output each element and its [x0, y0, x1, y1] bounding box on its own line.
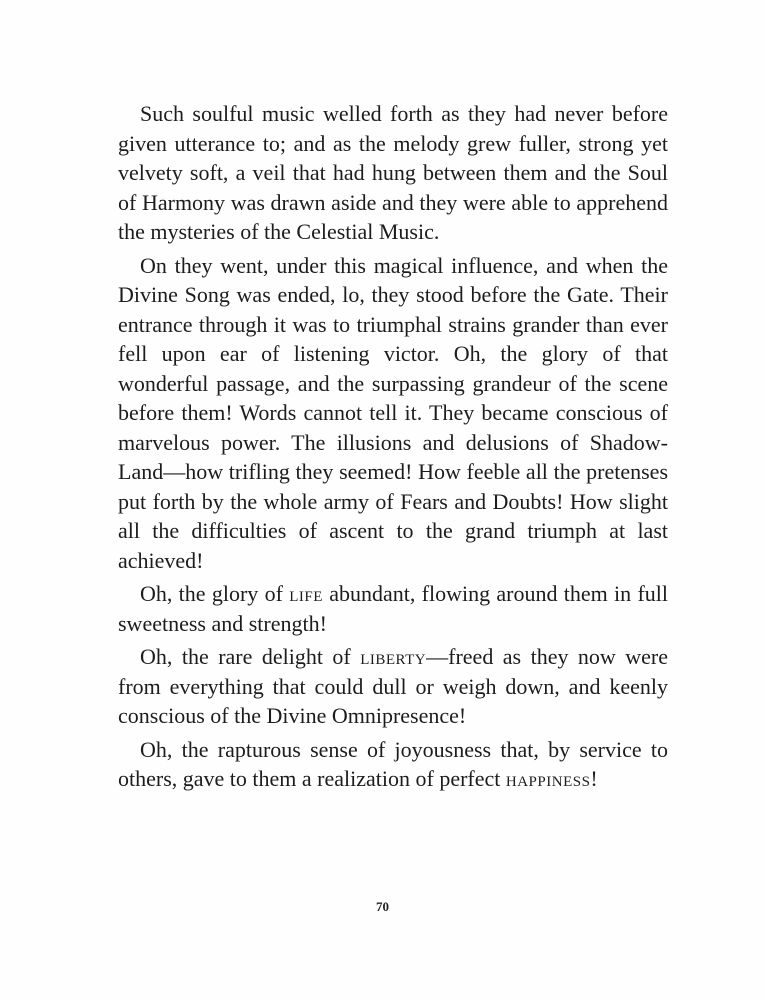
paragraph-liberty-before: Oh, the rare delight of: [140, 644, 361, 669]
paragraph-liberty-emphasis: liberty: [360, 644, 427, 669]
page-number: 70: [376, 899, 389, 914]
paragraph-liberty-after: —freed as they now were from everything that could dull or weigh down, and keenly conscious of the Divine Omnipresence!: [118, 644, 669, 728]
paragraph-life: [118, 579, 668, 638]
paragraph-happiness-emphasis: happiness: [505, 766, 591, 791]
body-text: [118, 99, 668, 798]
paragraph-life-after: abundant, flowing around them in full sweetness and strength!: [118, 581, 668, 636]
paragraph-soulful-music: Such soulful music welled forth as they had never before given utterance to; and as the melody grew fuller, strong yet velvety soft, a veil that had hung between them and the Soul of Harmony was drawn aside and they were able to apprehend the mysteries of the Celestial Music.: [118, 101, 668, 244]
paragraph-life-emphasis: life: [289, 581, 323, 606]
paragraph-life-before: Oh, the glory of: [140, 581, 290, 606]
paragraph-liberty: [118, 642, 668, 731]
paragraph-happiness-before: Oh, the rapturous sense of joyousness that, by service to others, gave to them a realization of perfect: [118, 736, 668, 791]
paragraph-divine-song: On they went, under this magical influence, and when the Divine Song was ended, lo, they stood before the Gate. Their entrance through it was to triumphal strains grander than ever fell upon ear of listening victor. Oh, the glory of that wonderful passage, and the surpassing grandeur of the scene before them! Words cannot tell it. They became conscious of marvelous power. The illusions and delusions of Shadow-Land—how trifling they seemed! How feeble all the pretenses put forth by the whole army of Fears and Doubts! How slight all the difficulties of ascent to the grand triumph at last achieved!: [118, 252, 668, 573]
paragraph-happiness: [118, 735, 668, 794]
paragraph-happiness-after: !: [590, 766, 598, 791]
